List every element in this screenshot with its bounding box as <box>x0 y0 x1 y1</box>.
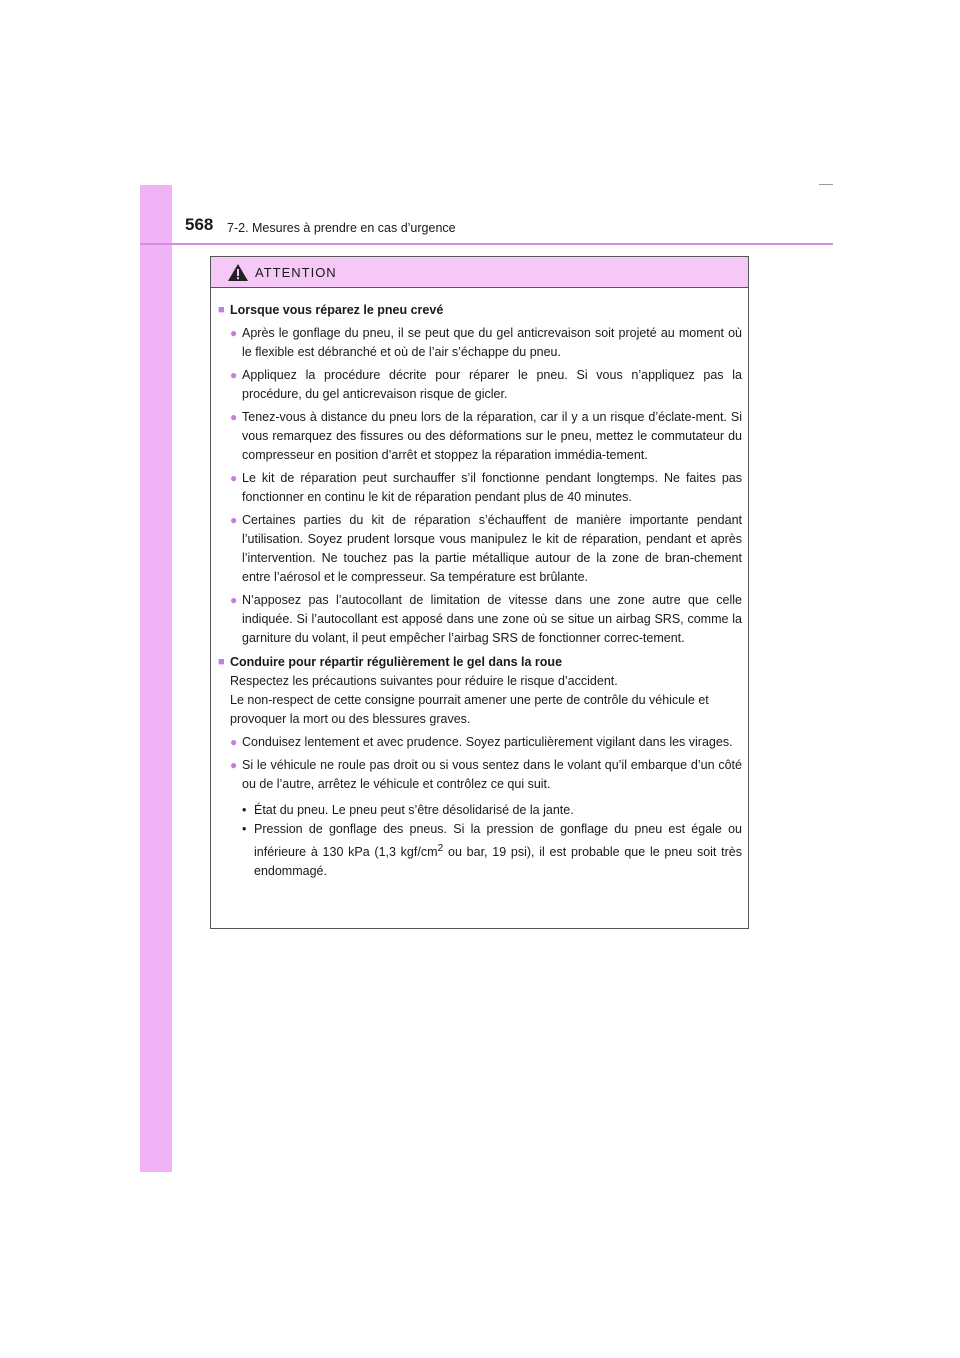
attention-body <box>211 288 748 881</box>
section-heading-text: Lorsque vous réparez le pneu crevé <box>230 303 444 317</box>
list-item <box>218 591 743 648</box>
circle-bullet-icon: ● <box>230 410 238 424</box>
check-sublist <box>218 801 743 881</box>
bullet-text: Le kit de réparation peut surchauffer s’il fonctionne pendant longtemps. Ne faites pas fonctionner en continu le kit de réparation pendant plus de 40 minutes. <box>242 471 742 504</box>
list-item <box>218 511 743 587</box>
sub-item-text-part: Pression de gonflage des pneus. Si la pression de gonflage du pneu est égale ou inférieure à 130 kPa (1,3 kgf/cm <box>254 822 742 860</box>
bullet-text: Après le gonflage du pneu, il se peut que du gel anticrevaison soit projeté au moment où le flexible est débranché et où de l’air s’échappe du pneu. <box>242 326 742 359</box>
header-rule <box>140 243 833 245</box>
intro-paragraph: Respectez les précautions suivantes pour réduire le risque d’accident. <box>230 674 618 688</box>
sub-list-item <box>218 801 743 820</box>
square-bullet-icon: ■ <box>218 656 225 668</box>
list-item <box>218 324 743 362</box>
attention-title: ATTENTION <box>255 265 337 280</box>
section-heading-text: Conduire pour répartir régulièrement le gel dans la roue <box>230 655 563 669</box>
attention-box <box>210 256 749 929</box>
bullet-text: N’apposez pas l’autocollant de limitation de vitesse dans une zone autre que celle indiquée. Si l’autocollant est apposé dans une zone où se situe un airbag SRS, comme la garniture du volant, il peut empêcher l’airbag SRS de fonctionner correc-tement. <box>242 593 742 645</box>
section-heading-repair <box>218 301 743 320</box>
circle-bullet-icon: ● <box>230 368 238 382</box>
square-bullet-icon: ■ <box>218 304 225 316</box>
sub-item-text <box>254 820 743 881</box>
chapter-side-tab <box>140 185 172 1172</box>
circle-bullet-icon: ● <box>230 513 238 527</box>
section-heading-driving <box>218 653 743 672</box>
list-item <box>218 366 743 404</box>
small-bullet-icon: • <box>242 803 247 817</box>
bullet-text: Tenez-vous à distance du pneu lors de la réparation, car il y a un risque d’éclate-ment. Si vous remarquez des fissures ou des déformations sur le pneu, mettez le commutateur du compresseur en position d’arrêt et stoppez la réparation immédia-tement. <box>242 410 742 462</box>
circle-bullet-icon: ● <box>230 593 238 607</box>
circle-bullet-icon: ● <box>230 471 238 485</box>
driving-bullet-list <box>218 733 743 794</box>
small-bullet-icon: • <box>242 822 247 836</box>
crop-mark <box>819 184 833 185</box>
list-item <box>218 408 743 465</box>
bullet-text: Si le véhicule ne roule pas droit ou si vous sentez dans le volant qu’il embarque d’un côté ou de l’autre, arrêtez le véhicule et contrôlez ce qui suit. <box>242 758 742 791</box>
sub-list-item <box>218 820 743 881</box>
section-title: 7-2. Mesures à prendre en cas d’urgence <box>227 221 456 235</box>
bullet-text: Certaines parties du kit de réparation s’échauffent de manière importante pendant l’utilisation. Soyez prudent lorsque vous manipulez le kit de réparation, pendant et après l’intervention. Ne touchez pas la partie métallique autour de la zone de bran-chement entre l’aérosol et le compresseur. Sa température est brûlante. <box>242 513 742 584</box>
circle-bullet-icon: ● <box>230 326 238 340</box>
list-item <box>218 733 743 752</box>
list-item <box>218 469 743 507</box>
bullet-text: Appliquez la procédure décrite pour réparer le pneu. Si vous n’appliquez pas la procédure, du gel anticrevaison risque de gicler. <box>242 368 742 401</box>
superscript: 2 <box>437 843 444 854</box>
list-item <box>218 756 743 794</box>
warning-triangle-icon <box>228 264 248 281</box>
repair-bullet-list <box>218 324 743 648</box>
circle-bullet-icon: ● <box>230 735 238 749</box>
page-number: 568 <box>185 215 214 234</box>
attention-header <box>211 257 748 288</box>
circle-bullet-icon: ● <box>230 758 238 772</box>
intro-paragraph: Le non-respect de cette consigne pourrait amener une perte de contrôle du véhicule et provoquer la mort ou des blessures graves. <box>230 693 709 726</box>
sub-item-text: État du pneu. Le pneu peut s’être désolidarisé de la jante. <box>254 803 574 817</box>
bullet-text: Conduisez lentement et avec prudence. Soyez particulièrement vigilant dans les virages. <box>242 735 733 749</box>
sub-item-text-part: ou bar, 19 psi), il est probable que le pneu soit très endommagé. <box>254 845 742 879</box>
